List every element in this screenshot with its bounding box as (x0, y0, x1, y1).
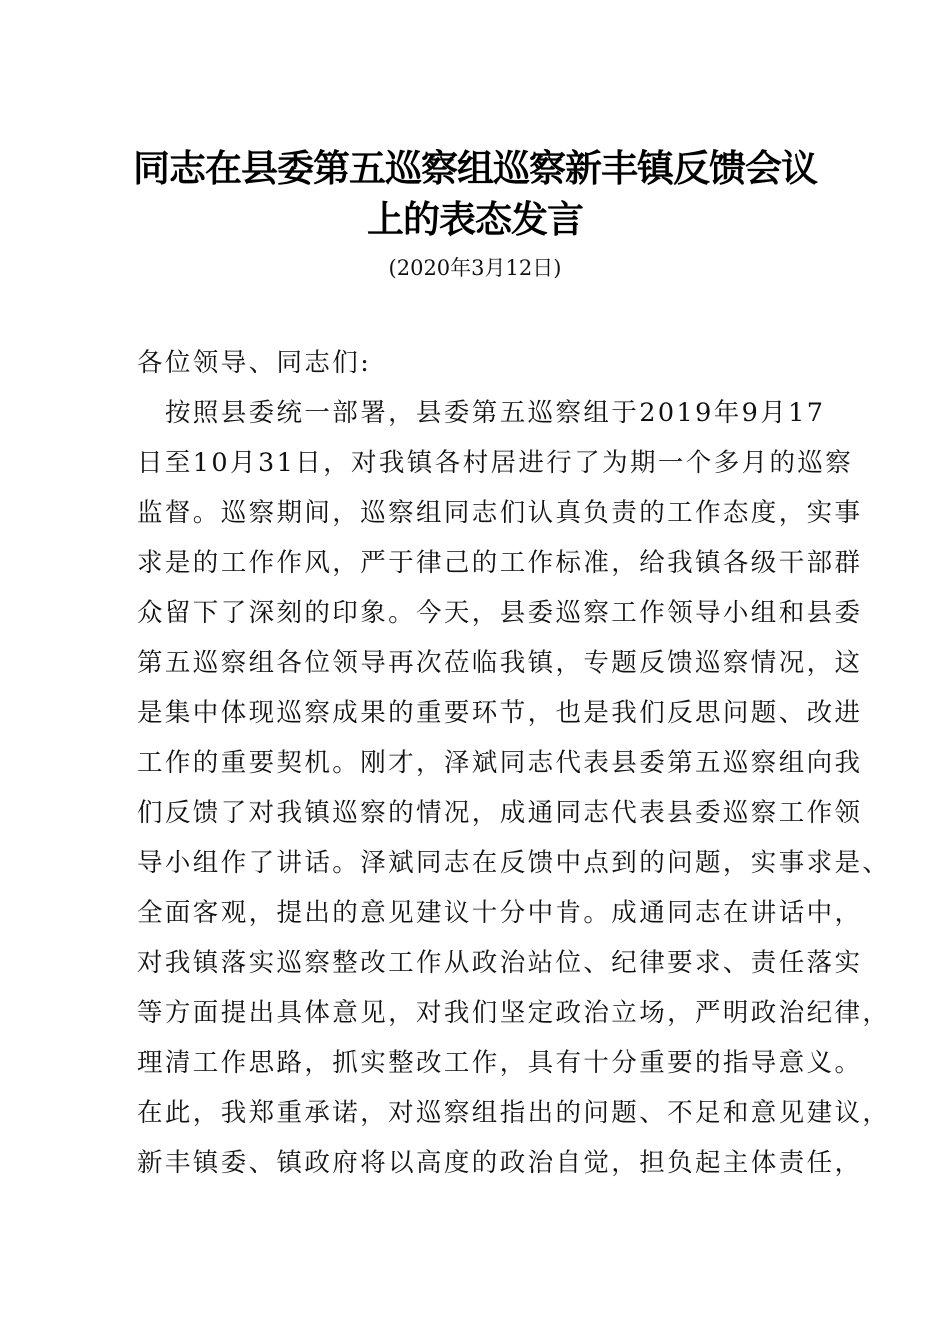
document-title-line-2: 上的表态发言 (367, 198, 583, 241)
body-line: 求是的工作作风，严于律己的工作标准，给我镇各级干部群 (137, 548, 863, 578)
body-line: 工作的重要契机。刚才，泽斌同志代表县委第五巡察组向我 (137, 748, 863, 778)
body-line: 众留下了深刻的印象。今天，县委巡察工作领导小组和县委 (137, 598, 863, 628)
salutation: 各位领导、同志们: (137, 348, 372, 378)
body-line: 全面客观，提出的意见建议十分中肯。成通同志在讲话中， (137, 898, 863, 928)
body-line: 按照县委统一部署，县委第五巡察组于2019年9月17 (137, 398, 826, 428)
body-line: 日至10月31日，对我镇各村居进行了为期一个多月的巡察 (137, 448, 854, 478)
body-line: 等方面提出具体意见，对我们坚定政治立场，严明政治纪律， (137, 998, 891, 1028)
document-title-line-1: 同志在县委第五巡察组巡察新丰镇反馈会议 (133, 147, 817, 190)
body-line: 新丰镇委、镇政府将以高度的政治自觉，担负起主体责任， (137, 1148, 863, 1178)
body-line: 们反馈了对我镇巡察的情况，成通同志代表县委巡察工作领 (137, 798, 863, 828)
document-date: (2020年3月12日) (388, 256, 562, 280)
body-line: 第五巡察组各位领导再次莅临我镇，专题反馈巡察情况，这 (137, 648, 863, 678)
body-line: 在此，我郑重承诺，对巡察组指出的问题、不足和意见建议， (137, 1098, 891, 1128)
body-line: 是集中体现巡察成果的重要环节，也是我们反思问题、改进 (137, 698, 863, 728)
body-line: 对我镇落实巡察整改工作从政治站位、纪律要求、责任落实 (137, 948, 863, 978)
body-line: 理清工作思路，抓实整改工作，具有十分重要的指导意义。 (137, 1048, 863, 1078)
body-line: 监督。巡察期间，巡察组同志们认真负责的工作态度，实事 (137, 498, 863, 528)
body-line: 导小组作了讲话。泽斌同志在反馈中点到的问题，实事求是、 (137, 848, 891, 878)
